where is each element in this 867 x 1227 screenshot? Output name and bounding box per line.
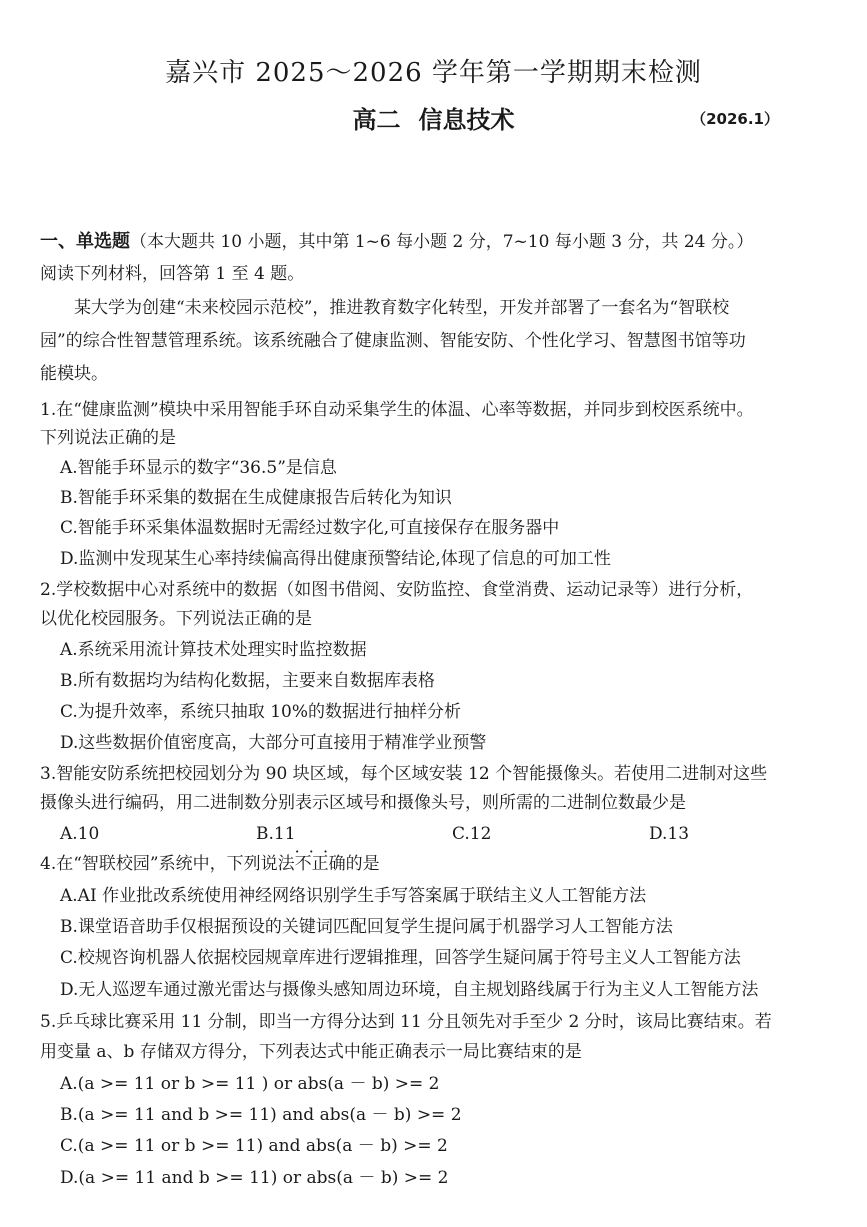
material-line-2: 园”的综合性智慧管理系统。该系统融合了健康监测、智能安防、个性化学习、智慧图书馆等功 — [40, 331, 746, 351]
q3-option-d: D.13 — [649, 824, 690, 844]
q3-option-a: A.10 — [60, 824, 100, 844]
reading-instruction: 阅读下列材料，回答第 1 至 4 题。 — [40, 264, 305, 284]
q2-stem-2: 以优化校园服务。下列说法正确的是 — [40, 609, 312, 629]
q5-option-b: B.(a >= 11 and b >= 11) and abs(a － b) >= 2 — [60, 1105, 462, 1125]
q4-option-d: D.无人巡逻车通过激光雷达与摄像头感知周边环境，自主规划路线属于行为主义人工智能方法 — [60, 980, 759, 1000]
q1-option-b: B.智能手环采集的数据在生成健康报告后转化为知识 — [60, 488, 452, 508]
q3-option-c: C.12 — [452, 824, 492, 844]
q4-option-b: B.课堂语音助手仅根据预设的关键词匹配回复学生提问属于机器学习人工智能方法 — [60, 917, 673, 937]
q1-stem-1: 1.在“健康监测”模块中采用智能手环自动采集学生的体温、心率等数据，并同步到校医系统中。 — [40, 400, 754, 420]
q3-options — [60, 822, 820, 846]
q3-stem-2: 摄像头进行编码，用二进制数分别表示区域号和摄像头号，则所需的二进制位数最少是 — [40, 793, 686, 813]
section-rules: （本大题共 10 小题，其中第 1~6 每小题 2 分，7~10 每小题 3 分，共 24 分。） — [130, 232, 754, 252]
subject-label: 信息技术 — [418, 106, 515, 134]
q2-option-d: D.这些数据价值密度高，大部分可直接用于精准学业预警 — [60, 733, 487, 753]
exam-title: 嘉兴市 2025～2026 学年第一学期期末检测 — [165, 58, 702, 88]
section-heading-line — [40, 230, 753, 254]
q2-option-b: B.所有数据均为结构化数据，主要来自数据库表格 — [60, 671, 435, 691]
q5-stem-1: 5.乒乓球比赛采用 11 分制，即当一方得分达到 11 分且领先对手至少 2 分时，该局比赛结束。若 — [40, 1012, 772, 1032]
q3-stem-1: 3.智能安防系统把校园划分为 90 块区域，每个区域安装 12 个智能摄像头。若使用二进制对这些 — [40, 764, 768, 784]
q5-option-a: A.(a >= 11 or b >= 11 ) or abs(a － b) >= 2 — [60, 1074, 440, 1094]
q2-option-c: C.为提升效率，系统只抽取 10%的数据进行抽样分析 — [60, 702, 461, 722]
q5-option-c: C.(a >= 11 or b >= 11) and abs(a － b) >= 2 — [60, 1136, 448, 1156]
q2-stem-1: 2.学校数据中心对系统中的数据（如图书借阅、安防监控、食堂消费、运动记录等）进行分析， — [40, 580, 754, 600]
material-line-3: 能模块。 — [40, 364, 108, 384]
q1-option-a: A.智能手环显示的数字“36.5”是信息 — [60, 458, 337, 478]
q2-option-a: A.系统采用流计算技术处理实时监控数据 — [60, 640, 367, 660]
q4-stem-suffix: 的是 — [345, 854, 380, 874]
q1-option-d: D.监测中发现某生心率持续偏高得出健康预警结论,体现了信息的可加工性 — [60, 549, 611, 569]
q3-option-b: B.11 — [256, 824, 296, 844]
grade-label: 高二 — [352, 106, 401, 134]
q4-option-c: C.校规咨询机器人依据校园规章库进行逻辑推理，回答学生疑问属于符号主义人工智能方法 — [60, 948, 741, 968]
q4-stem-prefix: 4.在“智联校园”系统中，下列说法 — [40, 854, 295, 874]
q1-option-c: C.智能手环采集体温数据时无需经过数字化,可直接保存在服务器中 — [60, 518, 560, 538]
exam-date: （2026.1） — [691, 110, 779, 128]
q5-stem-2: 用变量 a、b 存储双方得分，下列表达式中能正确表示一局比赛结束的是 — [40, 1042, 582, 1062]
q4-stem-emphasis: 不正确 · · · — [295, 854, 346, 874]
q5-option-d: D.(a >= 11 and b >= 11) or abs(a － b) >= 2 — [60, 1168, 449, 1188]
q4-stem — [40, 852, 380, 876]
q4-option-a: A.AI 作业批改系统使用神经网络识别学生手写答案属于联结主义人工智能方法 — [60, 886, 647, 906]
material-line-1: 某大学为创建“未来校园示范校”，推进教育数字化转型，开发并部署了一套名为“智联校 — [74, 298, 730, 318]
section-heading: 一、单选题 — [40, 231, 130, 252]
q1-stem-2: 下列说法正确的是 — [40, 428, 176, 448]
